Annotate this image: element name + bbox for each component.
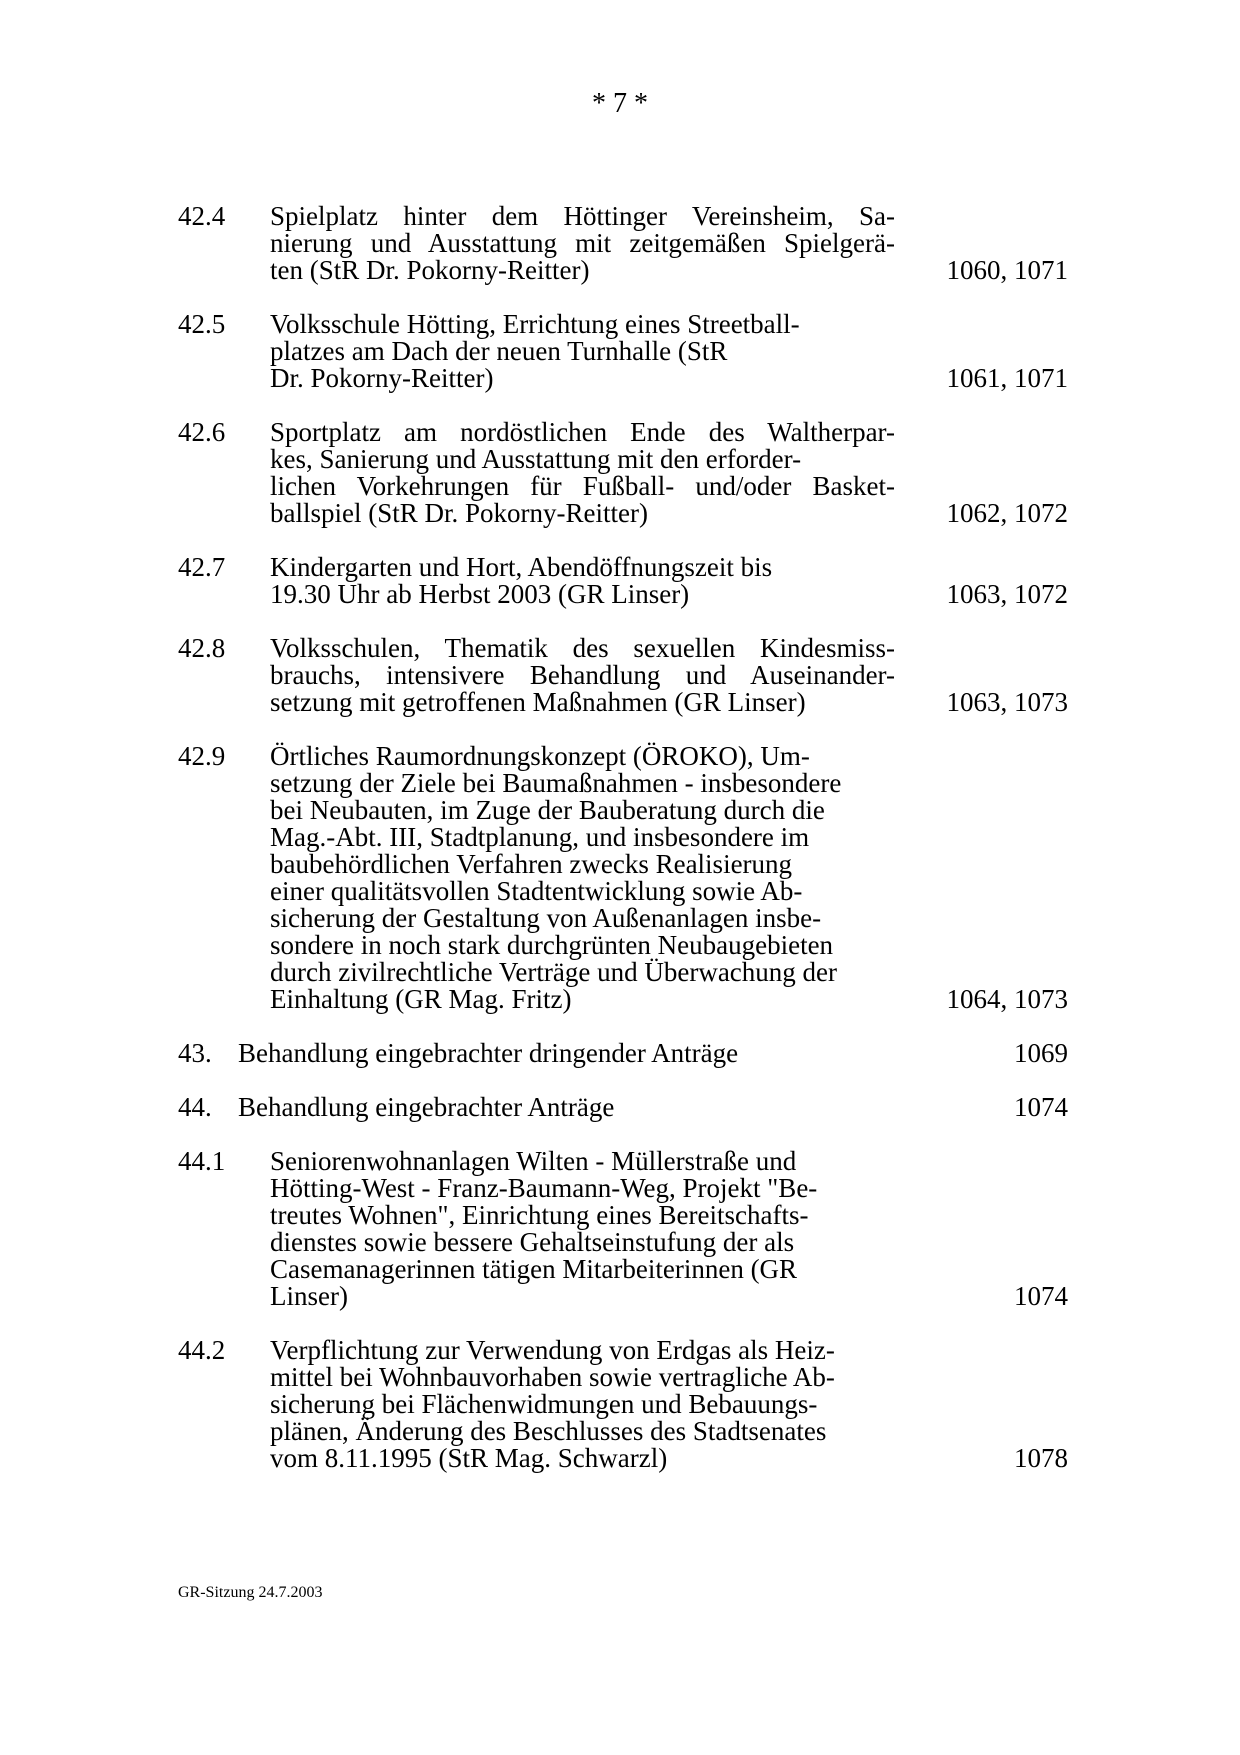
entry-line: Behandlung eingebrachter dringender Anträge <box>238 1038 739 1068</box>
entry-line: ballspiel (StR Dr. Pokorny-Reitter) <box>270 498 648 528</box>
entry-line: setzung der Ziele bei Baumaßnahmen - insbesondere <box>270 768 842 798</box>
entry-pages: 1064, 1073 <box>946 984 1068 1014</box>
entry-pages: 1063, 1072 <box>946 579 1068 609</box>
entry-number: 42.4 <box>178 201 226 231</box>
toc-entry <box>178 311 1068 392</box>
entry-line: durch zivilrechtliche Verträge und Überwachung der <box>270 957 838 987</box>
entry-number: 43. <box>178 1038 212 1068</box>
toc-entry <box>178 1040 1068 1067</box>
entry-number: 42.7 <box>178 552 226 582</box>
entry-text <box>270 1337 895 1472</box>
entry-line: sicherung der Gestaltung von Außenanlagen insbe- <box>270 903 822 933</box>
entry-pages: 1063, 1073 <box>946 687 1068 717</box>
toc-entry <box>178 1094 1068 1121</box>
toc-entry <box>178 419 1068 527</box>
entry-number: 42.6 <box>178 417 226 447</box>
entry-pages: 1061, 1071 <box>946 363 1068 393</box>
entry-line: Mag.-Abt. III, Stadtplanung, und insbesondere im <box>270 822 810 852</box>
entry-text <box>270 419 895 527</box>
toc-entry <box>178 635 1068 716</box>
entry-line: einer qualitätsvollen Stadtentwicklung sowie Ab- <box>270 876 803 906</box>
entry-line: sicherung bei Flächenwidmungen und Bebauungs- <box>270 1389 818 1419</box>
entry-line: brauchs, intensivere Behandlung und Auseinander- <box>270 660 895 690</box>
entry-line: Dr. Pokorny-Reitter) <box>270 363 494 393</box>
entry-line: platzes am Dach der neuen Turnhalle (StR <box>270 336 728 366</box>
entry-pages: 1074 <box>1014 1281 1068 1311</box>
footer: GR-Sitzung 24.7.2003 <box>178 1584 323 1601</box>
entry-line: bei Neubauten, im Zuge der Bauberatung durch die <box>270 795 825 825</box>
entry-line: lichen Vorkehrungen für Fußball- und/oder Basket- <box>270 471 895 501</box>
entry-line: nierung und Ausstattung mit zeitgemäßen Spielgerä- <box>270 228 895 258</box>
page-number: * 7 * <box>592 88 648 119</box>
entry-line: Volksschulen, Thematik des sexuellen Kindesmiss- <box>270 633 895 663</box>
toc-entry <box>178 554 1068 608</box>
entry-line: treutes Wohnen", Einrichtung eines Bereitschafts- <box>270 1200 809 1230</box>
entry-line: Kindergarten und Hort, Abendöffnungszeit bis <box>270 552 773 582</box>
entry-line: setzung mit getroffenen Maßnahmen (GR Linser) <box>270 687 806 717</box>
entry-line: sondere in noch stark durchgrünten Neubaugebieten <box>270 930 834 960</box>
entry-line: Casemanagerinnen tätigen Mitarbeiterinnen (GR <box>270 1254 798 1284</box>
toc-entry <box>178 743 1068 1013</box>
entry-line: Linser) <box>270 1281 348 1311</box>
entry-number: 44.2 <box>178 1335 226 1365</box>
entry-line: Behandlung eingebrachter Anträge <box>238 1092 615 1122</box>
entry-line: Spielplatz hinter dem Höttinger Vereinsheim, Sa- <box>270 201 895 231</box>
table-of-contents <box>178 203 1068 1472</box>
entry-text <box>270 203 895 284</box>
entry-line: Verpflichtung zur Verwendung von Erdgas als Heiz- <box>270 1335 835 1365</box>
entry-pages: 1074 <box>1014 1092 1068 1122</box>
entry-text <box>270 311 895 392</box>
entry-pages: 1060, 1071 <box>946 255 1068 285</box>
toc-entry <box>178 203 1068 284</box>
entry-line: kes, Sanierung und Ausstattung mit den erforder- <box>270 444 802 474</box>
entry-line: ten (StR Dr. Pokorny-Reitter) <box>270 255 590 285</box>
entry-pages: 1069 <box>1014 1038 1068 1068</box>
entry-number: 42.5 <box>178 309 226 339</box>
entry-line: mittel bei Wohnbauvorhaben sowie vertragliche Ab- <box>270 1362 835 1392</box>
entry-line: Einhaltung (GR Mag. Fritz) <box>270 984 572 1014</box>
entry-line: plänen, Änderung des Beschlusses des Stadtsenates <box>270 1416 827 1446</box>
entry-line: 19.30 Uhr ab Herbst 2003 (GR Linser) <box>270 579 690 609</box>
entry-line: Sportplatz am nordöstlichen Ende des Waltherpar- <box>270 417 895 447</box>
entry-text <box>238 1094 938 1121</box>
toc-entry <box>178 1337 1068 1472</box>
entry-text <box>270 635 895 716</box>
entry-text <box>270 1148 895 1310</box>
entry-line: vom 8.11.1995 (StR Mag. Schwarzl) <box>270 1443 668 1473</box>
entry-line: Örtliches Raumordnungskonzept (ÖROKO), Um- <box>270 741 810 771</box>
entry-number: 42.8 <box>178 633 226 663</box>
entry-text <box>270 743 895 1013</box>
entry-line: dienstes sowie bessere Gehaltseinstufung der als <box>270 1227 795 1257</box>
entry-number: 42.9 <box>178 741 226 771</box>
toc-entry <box>178 1148 1068 1310</box>
entry-number: 44. <box>178 1092 212 1122</box>
entry-line: baubehördlichen Verfahren zwecks Realisierung <box>270 849 793 879</box>
entry-line: Seniorenwohnanlagen Wilten - Müllerstraße und <box>270 1146 797 1176</box>
entry-pages: 1078 <box>1014 1443 1068 1473</box>
entry-text <box>270 554 895 608</box>
entry-text <box>238 1040 938 1067</box>
entry-number: 44.1 <box>178 1146 226 1176</box>
entry-line: Hötting-West - Franz-Baumann-Weg, Projekt "Be- <box>270 1173 818 1203</box>
entry-line: Volksschule Hötting, Errichtung eines Streetball- <box>270 309 800 339</box>
entry-pages: 1062, 1072 <box>946 498 1068 528</box>
